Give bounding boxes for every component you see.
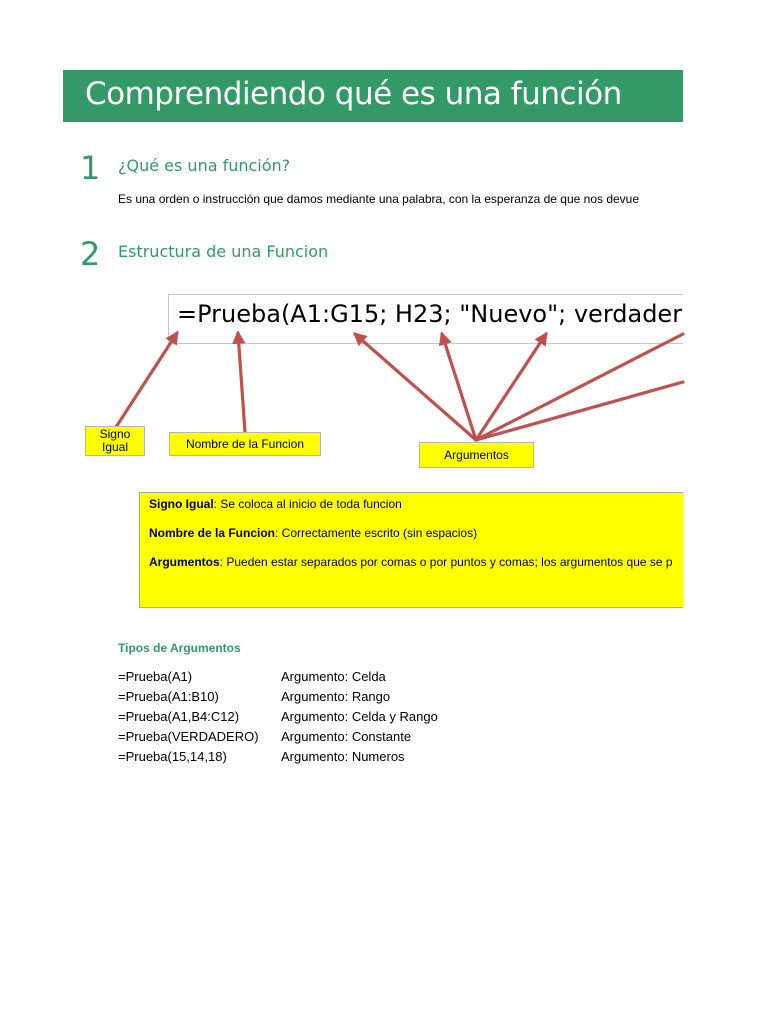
explanation-signo-text: : Se coloca al inicio de toda funcion (213, 497, 402, 511)
explanation-argumentos-term: Argumentos (149, 555, 220, 569)
arrow-signo-igual (116, 333, 177, 427)
section-2-heading: Estructura de una Funcion (118, 242, 329, 261)
section-2-number: 2 (80, 235, 101, 273)
argument-type-description: Argumento: Numeros (281, 749, 405, 764)
argument-type-description: Argumento: Constante (281, 729, 412, 744)
label-nombre-funcion: Nombre de la Funcion (169, 432, 321, 456)
label-signo-igual: Signo Igual (85, 426, 145, 456)
argument-type-formula: =Prueba(A1,B4:C12) (118, 709, 240, 724)
arrow-nombre-funcion (238, 333, 245, 432)
argument-types-heading: Tipos de Argumentos (118, 641, 241, 655)
argument-type-row (118, 729, 518, 747)
formula-example: =Prueba(A1:G15; H23; "Nuevo"; verdader (177, 300, 683, 328)
argument-type-formula: =Prueba(A1) (118, 669, 193, 684)
explanation-argumentos (149, 555, 673, 569)
formula-example-box (168, 294, 683, 344)
arrow-argument-2 (442, 334, 476, 440)
explanation-signo-term: Signo Igual (149, 497, 214, 511)
argument-type-row (118, 669, 518, 687)
explanation-nombre (149, 526, 477, 540)
argument-type-row (118, 709, 518, 727)
argument-type-formula: =Prueba(VERDADERO) (118, 729, 259, 744)
section-1-description: Es una orden o instrucción que damos mediante una palabra, con la esperanza de que nos devue (118, 192, 640, 206)
arrow-argument-3 (476, 334, 546, 440)
explanation-argumentos-text: : Pueden estar separados por comas o por puntos y comas; los argumentos que se p (219, 555, 673, 569)
arrow-argument-4 (476, 334, 683, 440)
argument-type-formula: =Prueba(A1:B10) (118, 689, 219, 704)
explanation-signo (149, 497, 402, 511)
explanation-nombre-term: Nombre de la Funcion (149, 526, 276, 540)
arrow-argument-1 (355, 334, 476, 440)
arrow-argument-5 (476, 382, 683, 440)
page-title: Comprendiendo qué es una función (85, 76, 622, 112)
section-1-heading: ¿Qué es una función? (118, 156, 291, 175)
argument-type-row (118, 689, 518, 707)
explanation-box (139, 492, 683, 608)
argument-type-description: Argumento: Rango (281, 689, 391, 704)
argument-type-row (118, 749, 518, 767)
label-argumentos: Argumentos (419, 442, 534, 468)
title-banner (63, 70, 683, 122)
argument-type-formula: =Prueba(15,14,18) (118, 749, 227, 764)
explanation-nombre-text: : Correctamente escrito (sin espacios) (275, 526, 478, 540)
section-1-number: 1 (80, 149, 101, 187)
argument-type-description: Argumento: Celda y Rango (281, 709, 438, 724)
argument-type-description: Argumento: Celda (281, 669, 386, 684)
